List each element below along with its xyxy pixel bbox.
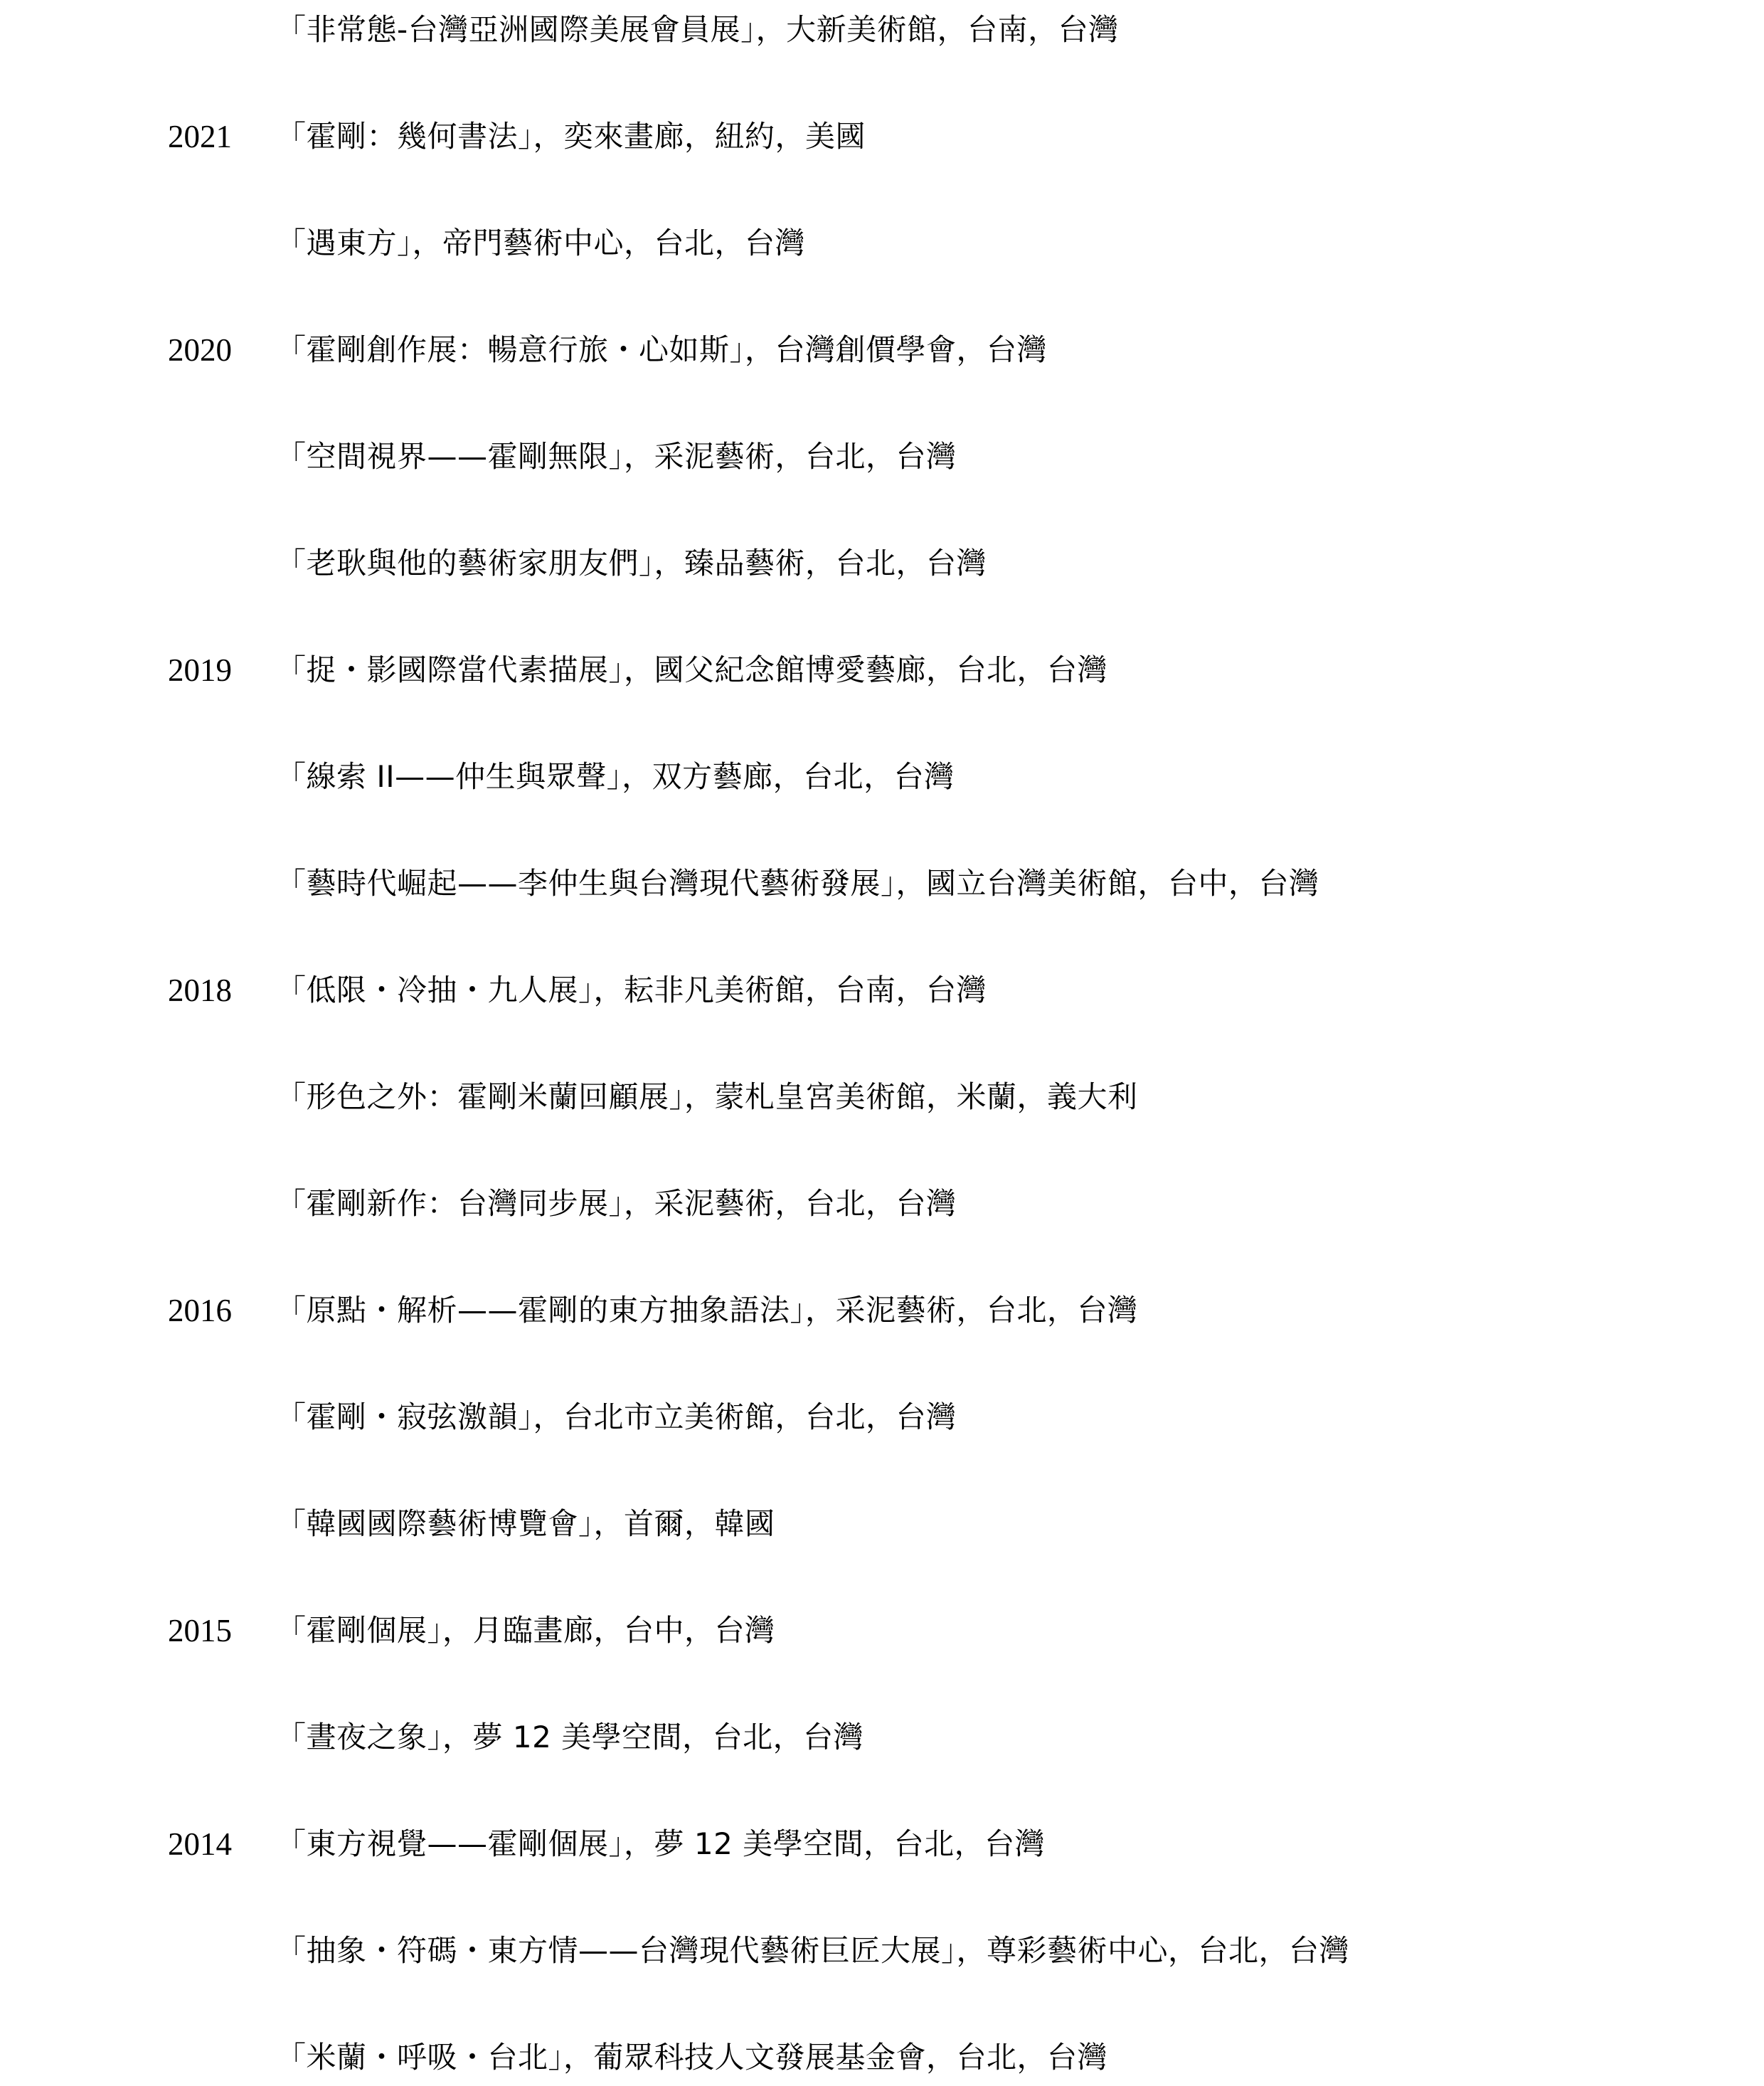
list-item <box>0 108 1764 165</box>
exhibition-entry: 「晝夜之象」，夢 12 美學空間，台北，台灣 <box>276 1720 864 1754</box>
list-item <box>0 215 1764 272</box>
exhibition-entry: 「米蘭・呼吸・台北」，葡眾科技人文發展基金會，台北，台灣 <box>276 2040 1108 2075</box>
exhibition-entry: 「遇東方」，帝門藝術中心，台北，台灣 <box>276 226 806 260</box>
exhibition-entry: 「東方視覺——霍剛個展」，夢 12 美學空間，台北，台灣 <box>276 1826 1046 1861</box>
exhibition-entry: 「低限・冷抽・九人展」，耘非凡美術館，台南，台灣 <box>276 973 987 1007</box>
list-item <box>0 2029 1764 2086</box>
exhibition-entry: 「霍剛新作：台灣同步展」，采泥藝術，台北，台灣 <box>276 1186 957 1221</box>
list-item <box>0 1495 1764 1552</box>
list-item <box>0 535 1764 592</box>
list-item <box>0 1816 1764 1873</box>
list-item <box>0 428 1764 485</box>
list-item <box>0 748 1764 805</box>
list-item <box>0 1709 1764 1766</box>
exhibition-entry: 「非常態-台灣亞洲國際美展會員展」，大新美術館，台南，台灣 <box>276 12 1119 47</box>
list-item <box>0 1922 1764 1979</box>
list-item <box>0 855 1764 912</box>
list-item <box>0 962 1764 1019</box>
exhibition-entry: 「老耿與他的藝術家朋友們」，臻品藝術，台北，台灣 <box>276 546 987 581</box>
exhibition-entry: 「抽象・符碼・東方情——台灣現代藝術巨匠大展」，尊彩藝術中心，台北，台灣 <box>276 1933 1350 1968</box>
list-item <box>0 642 1764 699</box>
exhibition-entry: 「霍剛：幾何書法」，奕來畫廊，紐約，美國 <box>276 119 866 154</box>
year-label: 2015 <box>168 1613 232 1648</box>
list-item <box>0 1389 1764 1446</box>
list-item <box>0 1069 1764 1126</box>
exhibition-entry: 「韓國國際藝術博覽會」，首爾，韓國 <box>276 1506 775 1541</box>
year-label: 2016 <box>168 1293 232 1328</box>
exhibition-entry: 「藝時代崛起——李仲生與台灣現代藝術發展」，國立台灣美術館，台中，台灣 <box>276 866 1319 901</box>
year-label: 2018 <box>168 973 232 1008</box>
list-item <box>0 1 1764 58</box>
exhibition-entry: 「形色之外：霍剛米蘭回顧展」，蒙札皇宮美術館，米蘭，義大利 <box>276 1079 1138 1114</box>
exhibition-entry: 「捉・影國際當代素描展」，國父紀念館博愛藝廊，台北，台灣 <box>276 652 1108 687</box>
exhibition-entry: 「霍剛創作展：暢意行旅・心如斯」，台灣創價學會，台灣 <box>276 332 1048 367</box>
year-label: 2020 <box>168 332 232 368</box>
year-label: 2021 <box>168 119 232 154</box>
list-item <box>0 1175 1764 1232</box>
exhibition-entry: 「空間視界——霍剛無限」，采泥藝術，台北，台灣 <box>276 439 957 474</box>
exhibition-entry: 「霍剛個展」，月臨畫廊，台中，台灣 <box>276 1613 775 1648</box>
year-label: 2014 <box>168 1826 232 1862</box>
exhibition-entry: 「線索 II——仲生與眾聲」，双方藝廊，台北，台灣 <box>276 759 955 794</box>
list-item <box>0 1602 1764 1659</box>
exhibition-entry: 「霍剛・寂弦激韻」，台北市立美術館，台北，台灣 <box>276 1399 957 1434</box>
list-item <box>0 322 1764 378</box>
year-label: 2019 <box>168 652 232 688</box>
exhibition-entry: 「原點・解析——霍剛的東方抽象語法」，采泥藝術，台北，台灣 <box>276 1293 1138 1328</box>
list-item <box>0 1282 1764 1339</box>
